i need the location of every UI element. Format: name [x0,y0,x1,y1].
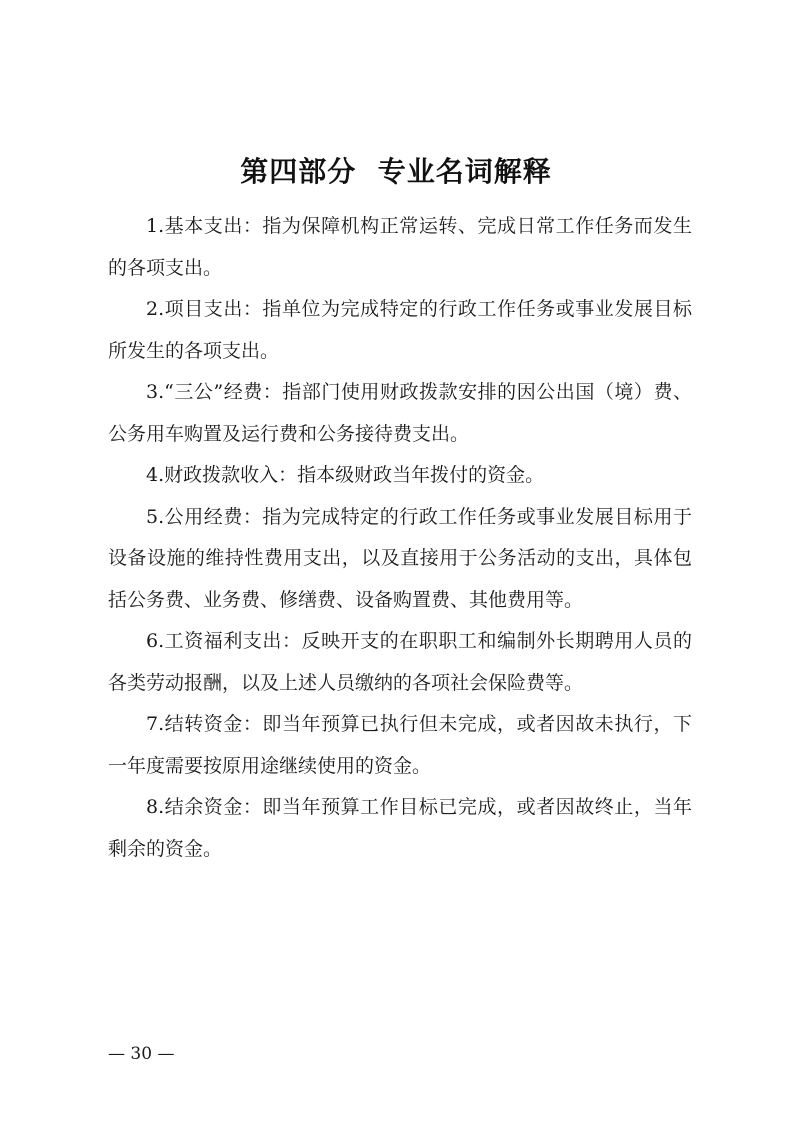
definitions-body [108,206,692,870]
page-title: 第四部分 专业名词解释 [240,155,552,188]
definition-carryover-funds: 7.结转资金：即当年预算已执行但未完成，或者因故未执行，下一年度需要按原用途继续使用的资金。 [108,713,692,777]
definition-salary-welfare-expenditure: 6.工资福利支出：反映开支的在职职工和编制外长期聘用人员的各类劳动报酬，以及上述人员缴纳的各项社会保险费等。 [108,630,692,694]
page-number: — 30 — [108,1044,175,1064]
definition-public-expenses: 5.公用经费：指为完成特定的行政工作任务或事业发展目标用于设备设施的维持性费用支出，以及直接用于公务活动的支出，具体包括公务费、业务费、修缮费、设备购置费、其他费用等。 [108,505,692,611]
definition-basic-expenditure: 1.基本支出：指为保障机构正常运转、完成日常工作任务而发生的各项支出。 [108,215,692,279]
definition-surplus-funds: 8.结余资金：即当年预算工作目标已完成，或者因故终止，当年剩余的资金。 [108,796,692,860]
definition-project-expenditure: 2.项目支出：指单位为完成特定的行政工作任务或事业发展目标所发生的各项支出。 [108,298,692,362]
definition-fiscal-appropriation-income: 4.财政拨款收入：指本级财政当年拨付的资金。 [146,464,545,486]
definition-three-public-expenses: 3.“三公”经费：指部门使用财政拨款安排的因公出国（境）费、公务用车购置及运行费和公务接待费支出。 [108,381,692,445]
